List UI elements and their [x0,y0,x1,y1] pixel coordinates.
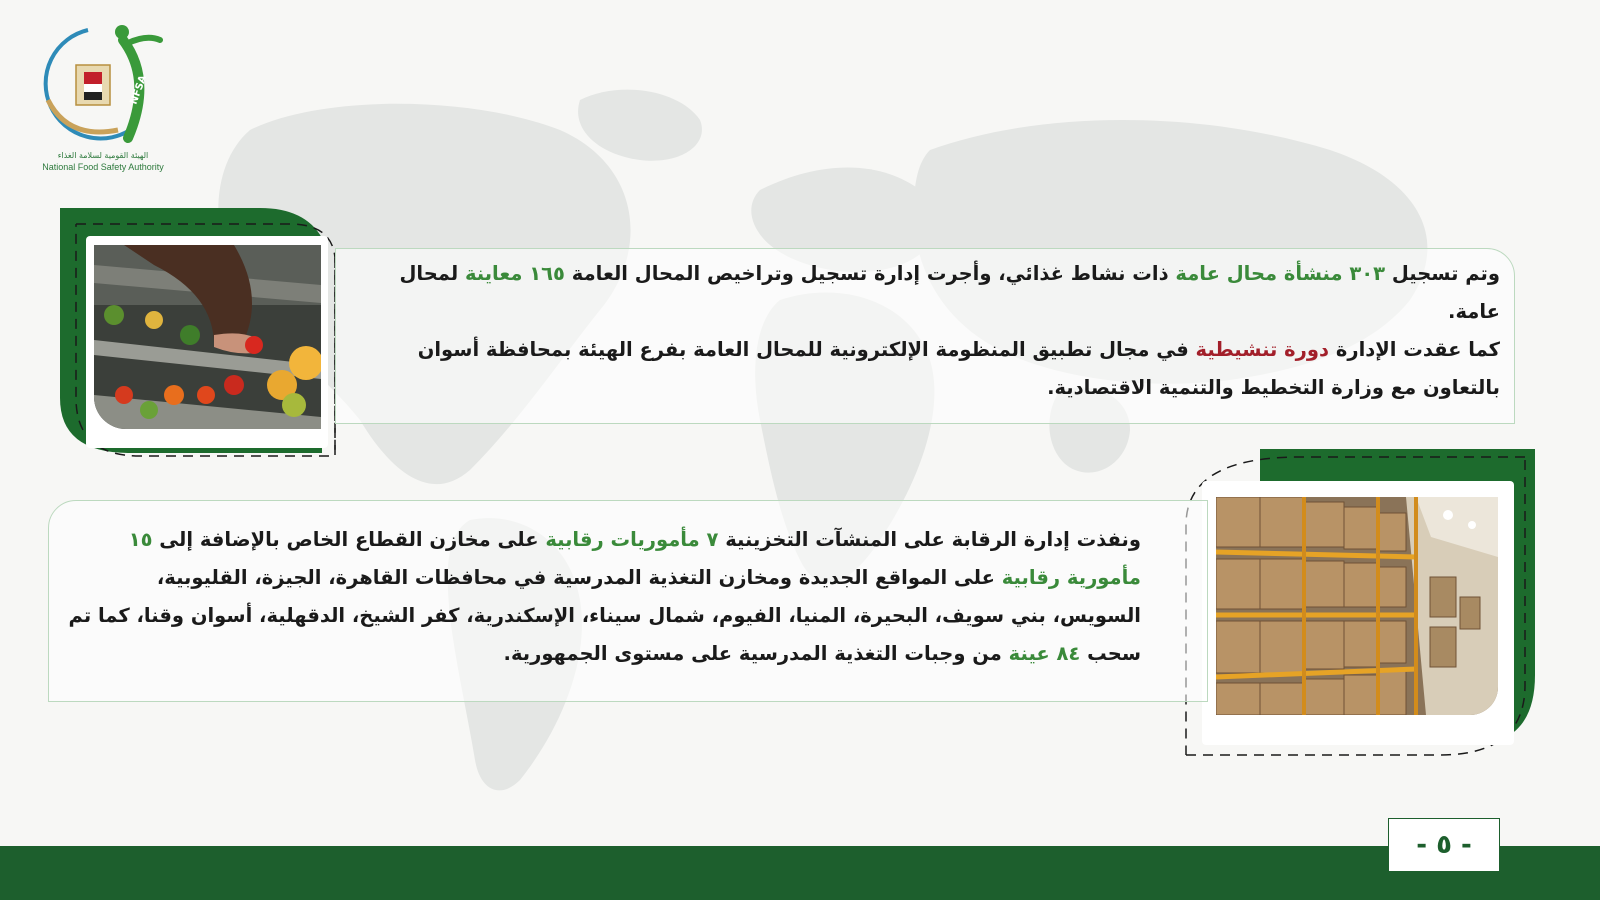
svg-text:NFSA: NFSA [128,73,150,107]
paragraph-storage-inspection: ونفذت إدارة الرقابة على المنشآت التخزينية ٧ مأموريات رقابية على مخازن القطاع الخاص بالإضافة إلى ١٥ مأمورية رقابية على المواقع الجديدة ومخازن التغذية المدرسية في محافظات القاهرة، الجيزة، القليوبية، السويس، بني سويف، البحيرة، المنيا، الفيوم، شمال سيناء، الإسكندرية، كفر الشيخ، الدقهلية، أسوان وقنا، كما تم سحب ٨٤ عينة من وجبات التغذية المدرسية على مستوى الجمهورية. [68,528,1141,665]
paragraph-training: كما عقدت الإدارة دورة تنشيطية في مجال تطبيق المنظومة الإلكترونية للمحال العامة بفرع الهيئة بمحافظة أسوان بالتعاون مع وزارة التخطيط والتنمية الاقتصادية. [417,338,1500,399]
footer-bar [0,846,1600,900]
public-shops-text-box [335,248,1515,424]
paragraph-registration: وتم تسجيل ٣٠٣ منشأة محال عامة ذات نشاط غذائي، وأجرت إدارة تسجيل وتراخيص المحال العامة ١٦٥ معاينة لمحال عامة. [399,262,1500,323]
highlight-samples: ٨٤ عينة [1008,642,1081,665]
highlight-inspection-missions: ٧ مأموريات رقابية [545,528,719,551]
page-number: - ٥ - [1388,818,1500,872]
highlight-registered-shops: ٣٠٣ منشأة محال عامة [1175,262,1386,285]
highlight-inspections: ١٦٥ معاينة [464,262,565,285]
nfsa-logo [28,20,178,180]
logo-english-name: National Food Safety Authority [42,162,164,172]
storage-inspection-text-box [48,500,1208,702]
nfsa-emblem-icon [28,20,178,150]
highlight-refresher-course: دورة تنشيطية [1195,338,1330,361]
highlight-additional-missions: ١٥ مأمورية رقابية [128,528,1141,589]
vegetables-shopping-photo [94,245,321,429]
logo-arabic-name: الهيئة القومية لسلامة الغذاء [57,151,149,160]
warehouse-shelves-photo [1216,497,1498,715]
